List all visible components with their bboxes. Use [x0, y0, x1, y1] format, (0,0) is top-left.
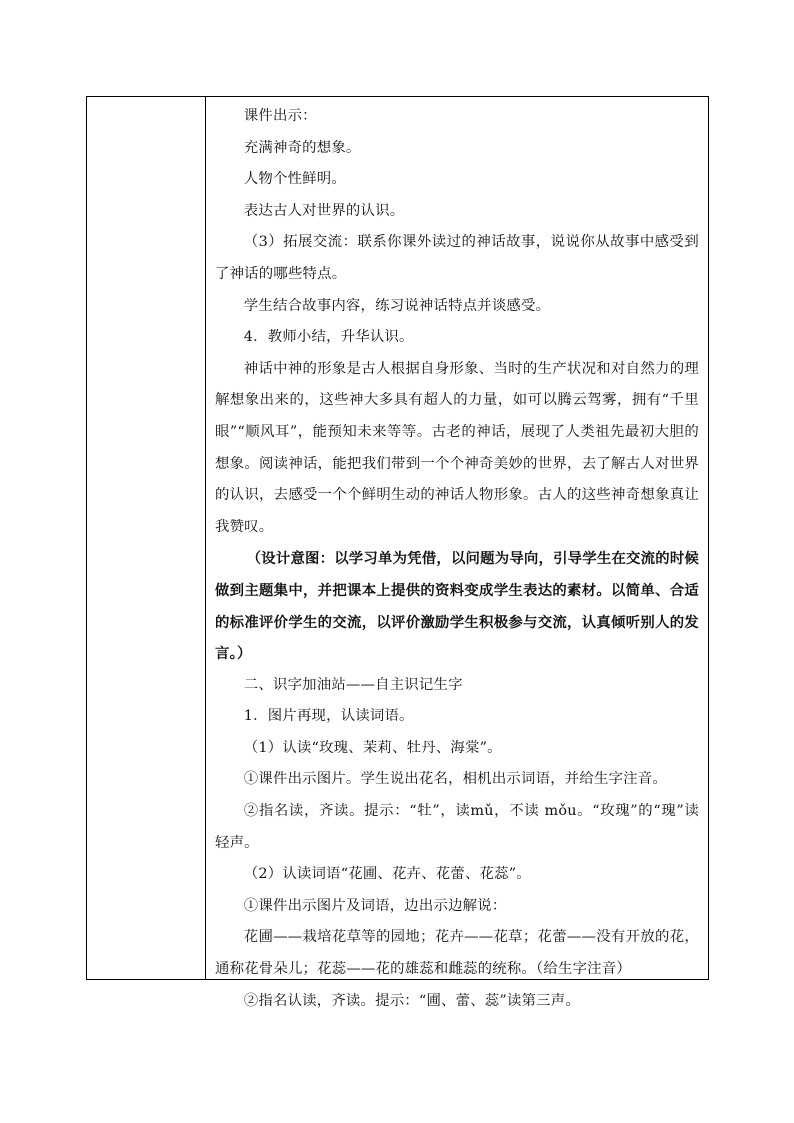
text-line: ①课件出示图片。学生说出花名，相机出示词语，并给生字注音。 — [243, 771, 667, 788]
text-line: 表达古人对世界的认识。 — [243, 202, 405, 219]
content-cell — [206, 97, 708, 1009]
left-column-cell — [87, 97, 206, 979]
section-subheading: 1．图片再现，认读词语。 — [243, 708, 414, 725]
text-line: （2）认读词语“花圃、花卉、花蕾、花蕊”。 — [243, 866, 531, 883]
text-paragraph: （3）拓展交流：联系你课外读过的神话故事，说说你从故事中感受到了神话的哪些特点。 — [215, 234, 699, 282]
text-line: ①课件出示图片及词语，边出示边解说： — [243, 897, 507, 914]
text-line: 学生结合故事内容，练习说神话特点并谈感受。 — [243, 297, 551, 314]
section-subheading: 4．教师小结，升华认识。 — [243, 329, 414, 346]
design-intent-paragraph: （设计意图：以学习单为凭借，以问题为导向，引导学生在交流的时候做到主题集中，并把课本上提供的资料变成学生表达的素材。以简单、合适的标准评价学生的交流，以评价激励学生积极参与交流，认真倾听别人的发言。） — [215, 550, 699, 663]
text-line: 课件出示： — [243, 108, 317, 124]
text-paragraph: ②指名读，齐读。提示：“牡”，读mǔ，不读 mǒu。“玫瑰”的“瑰”读轻声。 — [215, 803, 699, 851]
text-line: 人物个性鲜明。 — [243, 171, 346, 188]
text-paragraph: 花圃——栽培花草等的园地；花卉——花草；花蕾——没有开放的花，通称花骨朵儿；花蕊——花的雄蕊和雌蕊的统称。（给生字注音） — [215, 929, 699, 978]
lesson-plan-table — [86, 96, 709, 1009]
text-line: 充满神奇的想象。 — [243, 139, 361, 156]
summary-paragraph: 神话中神的形象是古人根据自身形象、当时的生产状况和对自然力的理解想象出来的，这些神大多具有超人的力量，如可以腾云驾雾，拥有“千里眼”“顺风耳”，能预知未来等等。古老的神话，展现了人类祖先最初大胆的想象。阅读神话，能把我们带到一个个神奇美妙的世界，去了解古人对世界的认识，去感受一个个鲜明生动的神话人物形象。古人的这些神奇想象真让我赞叹。 — [215, 360, 699, 535]
text-line: （1）认读“玫瑰、茉莉、牡丹、海棠”。 — [243, 739, 502, 756]
text-line: ②指名认读，齐读。提示：“圃、蕾、蕊”读第三声。 — [243, 992, 580, 1009]
section-heading: 二、识字加油站——自主识记生字 — [243, 676, 463, 693]
